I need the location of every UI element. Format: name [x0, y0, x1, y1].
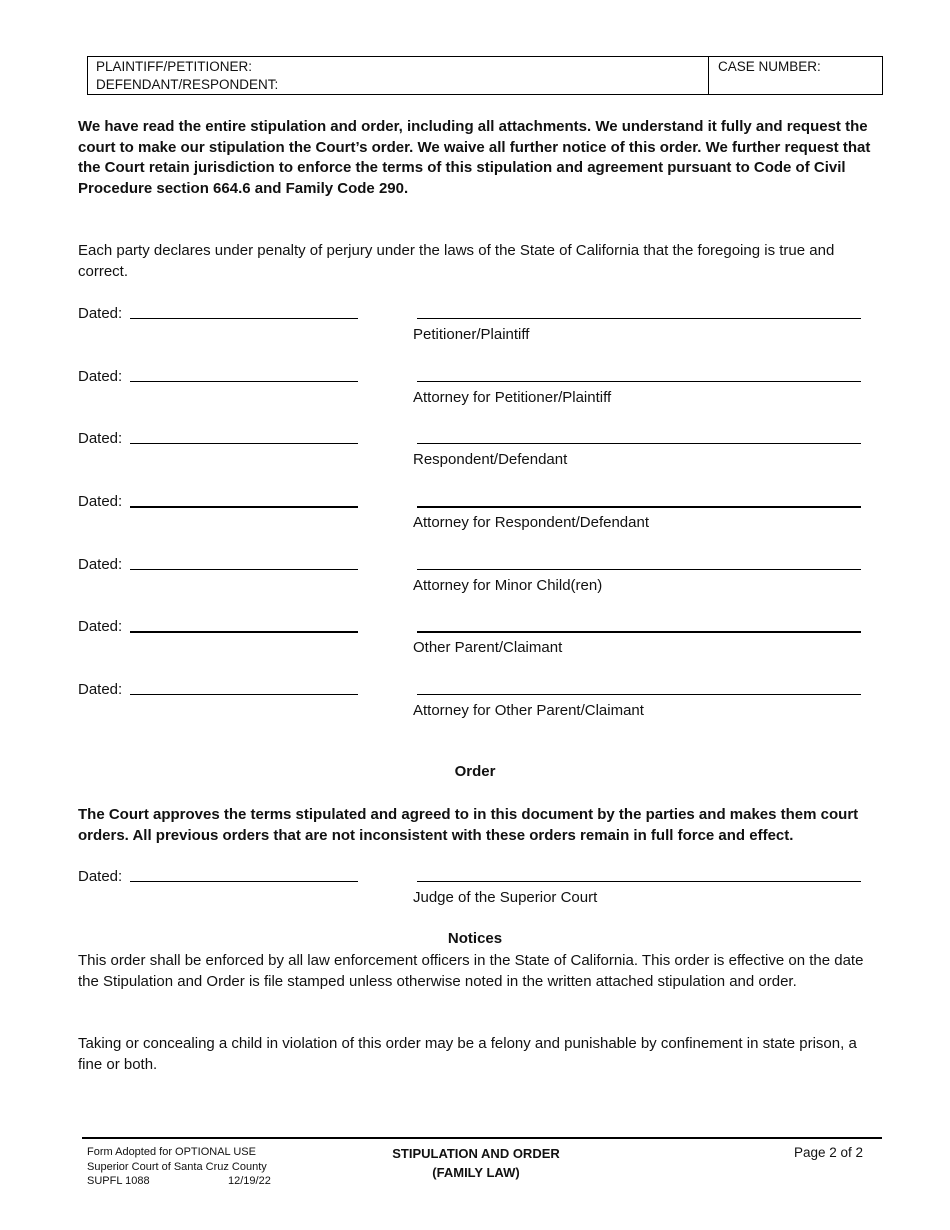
dated-label: Dated:: [78, 681, 123, 698]
footer-left: [87, 1145, 347, 1189]
date-line[interactable]: [130, 443, 358, 444]
signature-line[interactable]: [417, 631, 861, 633]
case-caption-table: [87, 56, 883, 95]
date-line[interactable]: [130, 694, 358, 695]
dated-label: Dated:: [78, 868, 123, 885]
date-line[interactable]: [130, 881, 358, 882]
form-title-line2: (FAMILY LAW): [432, 1165, 520, 1180]
page-number: Page 2 of 2: [793, 1145, 863, 1160]
order-heading: Order: [454, 763, 496, 780]
form-id-line: [87, 1174, 347, 1189]
signature-row-attorney-other-parent: [0, 681, 950, 721]
form-adopted-text: Form Adopted for OPTIONAL USE: [87, 1146, 256, 1158]
stipulation-intro-paragraph: We have read the entire stipulation and order, including all attachments. We understand it fully and request the court to make our stipulation the Court’s order. We waive all further notice of this order. We further request that the Court retain jurisdiction to enforce the terms of this stipulation and agreement pursuant to Code of Civil Procedure section 664.6 and Family Code 290.: [78, 118, 871, 197]
signature-line[interactable]: [417, 569, 861, 570]
signature-row-attorney-minor: [0, 556, 950, 596]
perjury-declaration: Each party declares under penalty of perjury under the laws of the State of California that the foregoing is true and correct.: [78, 242, 835, 280]
dated-label: Dated:: [78, 493, 123, 510]
signature-line[interactable]: [417, 318, 861, 319]
dated-label: Dated:: [78, 430, 123, 447]
caption-parties-cell: [88, 57, 709, 94]
signature-label: Other Parent/Claimant: [413, 639, 563, 656]
notices-paragraph-enforcement: This order shall be enforced by all law enforcement officers in the State of California. This order is effective on the date the Stipulation and Order is file stamped unless otherwise noted in the written attached stipulation and order.: [78, 952, 864, 990]
signature-line[interactable]: [417, 694, 861, 695]
caption-case-number-cell: [710, 57, 882, 94]
date-line[interactable]: [130, 506, 358, 508]
order-paragraph: The Court approves the terms stipulated and agreed to in this document by the parties and makes them court orders. All previous orders that are not inconsistent with these orders remain in full force and effect.: [78, 806, 859, 844]
signature-line[interactable]: [417, 443, 861, 444]
notices-paragraph-concealment: Taking or concealing a child in violation of this order may be a felony and punishable by confinement in state prison, a fine or both.: [78, 1035, 857, 1073]
defendant-label: DEFENDANT/RESPONDENT:: [96, 77, 279, 92]
signature-line[interactable]: [417, 506, 861, 508]
date-line[interactable]: [130, 631, 358, 633]
signature-label: Attorney for Minor Child(ren): [413, 577, 603, 594]
case-number-label: CASE NUMBER:: [718, 59, 821, 74]
dated-label: Dated:: [78, 368, 123, 385]
date-line[interactable]: [130, 318, 358, 319]
signature-row-attorney-petitioner: [0, 368, 950, 408]
signature-label: Attorney for Respondent/Defendant: [413, 514, 649, 531]
footer-form-title: [346, 1144, 606, 1182]
signature-label: Respondent/Defendant: [413, 451, 568, 468]
court-name-text: Superior Court of Santa Cruz County: [87, 1160, 267, 1173]
judge-signature-line[interactable]: [417, 881, 861, 882]
dated-label: Dated:: [78, 556, 123, 573]
signature-row-petitioner: [0, 305, 950, 345]
signature-row-judge: [0, 868, 950, 908]
notices-heading: Notices: [447, 930, 503, 947]
signature-row-other-parent: [0, 618, 950, 658]
plaintiff-label: PLAINTIFF/PETITIONER:: [96, 59, 253, 74]
form-id: SUPFL 1088: [87, 1175, 150, 1187]
signature-line[interactable]: [417, 381, 861, 382]
dated-label: Dated:: [78, 305, 123, 322]
form-date: 12/19/22: [228, 1175, 271, 1187]
signature-label: Attorney for Other Parent/Claimant: [413, 702, 644, 719]
signature-label: Attorney for Petitioner/Plaintiff: [413, 389, 612, 406]
date-line[interactable]: [130, 381, 358, 382]
judge-label: Judge of the Superior Court: [413, 889, 598, 906]
signature-row-respondent: [0, 430, 950, 470]
footer-rule: [82, 1137, 882, 1139]
dated-label: Dated:: [78, 618, 123, 635]
signature-label: Petitioner/Plaintiff: [413, 326, 530, 343]
form-title-line1: STIPULATION AND ORDER: [392, 1146, 560, 1161]
date-line[interactable]: [130, 569, 358, 570]
signature-row-attorney-respondent: [0, 493, 950, 533]
